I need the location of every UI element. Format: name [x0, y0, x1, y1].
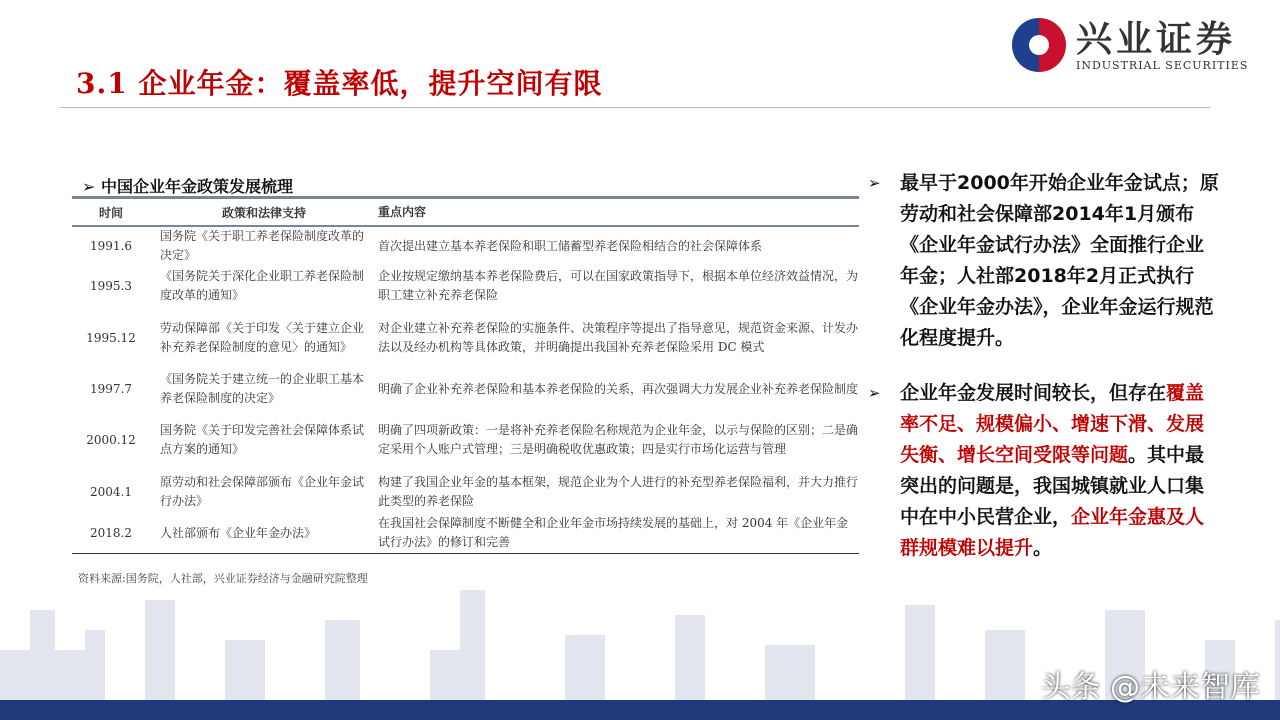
policy-cell: 原劳动和社会保障部颁布《企业年金试行办法》 — [160, 475, 365, 508]
time-cell: 1991.6 — [90, 239, 132, 253]
bullet-text-part: 。其中最突出的问题是，我国城镇就业人口集中在中小民营企业， — [900, 444, 1205, 528]
table-title-text: 中国企业年金政策发展梳理 — [100, 177, 293, 196]
divider — [60, 107, 1210, 108]
bullet-item — [868, 168, 1220, 354]
policy-cell: 人社部颁布《企业年金办法》 — [160, 525, 317, 540]
table-title — [82, 174, 293, 197]
bullet-item — [868, 378, 1220, 564]
bullet-text — [900, 168, 1220, 354]
source-note: 资料来源:国务院，人社部，兴业证券经济与金融研究院整理 — [78, 572, 368, 585]
policy-cell: 国务院《关于职工养老保险制度改革的决定》 — [160, 229, 365, 262]
time-cell: 2004.1 — [90, 485, 132, 499]
policy-table — [72, 196, 859, 554]
col-header: 政策和法律支持 — [221, 205, 306, 220]
content-cell: 构建了我国企业年金的基本框架，规范企业为个人进行的补充型养老保险福利，并大力推行此类型的养老保险 — [378, 475, 859, 508]
company-logo — [1012, 18, 1248, 72]
policy-cell: 《国务院关于建立统一的企业职工基本养老保险制度的决定》 — [160, 372, 365, 405]
time-cell: 2000.12 — [86, 433, 136, 447]
arrow-bullet-icon: ➢ — [82, 177, 101, 196]
table-row — [72, 265, 859, 307]
content-cell: 首次提出建立基本养老保险和职工储蓄型养老保险相结合的社会保障体系 — [378, 238, 763, 253]
content-cell: 对企业建立补充养老保险的实施条件、决策程序等提出了指导意见，规范资金来源、计发办法以及经办机构等具体政策，并明确提出我国补充养老保险采用 DC 模式 — [378, 321, 859, 354]
time-cell: 2018.2 — [90, 526, 132, 540]
col-header: 时间 — [98, 205, 123, 220]
content-cell: 企业按规定缴纳基本养老保险费后，可以在国家政策指导下，根据本单位经济效益情况，为职工建立补充养老保险 — [378, 269, 859, 302]
bullet-text-part: 企业年金发展时间较长，但存在 — [900, 382, 1167, 404]
logo-mark-icon — [1012, 18, 1066, 72]
time-cell: 1995.12 — [86, 331, 136, 345]
table-header — [72, 199, 859, 227]
policy-cell: 国务院《关于印发完善社会保障体系试点方案的通知》 — [160, 423, 365, 456]
bullet-list — [868, 168, 1220, 588]
watermark: 头条 @未来智库 — [1040, 670, 1260, 705]
table-row — [72, 227, 859, 265]
bullet-text — [900, 378, 1220, 564]
policy-cell: 《国务院关于深化企业职工养老保险制度改革的通知》 — [160, 269, 365, 302]
time-cell: 1995.3 — [90, 279, 132, 293]
content-cell: 在我国社会保障制度不断健全和企业年金市场持续发展的基础上，对 2004 年《企业年金试行办法》的修订和完善 — [378, 516, 849, 549]
content-cell: 明确了四项新政策：一是将补充养老保险名称规范为企业年金，以示与保险的区别；二是确定采用个人账户式管理；三是明确税收优惠政策；四是实行市场化运营与管理 — [378, 423, 859, 456]
table-row — [72, 513, 859, 553]
highlight-text: 覆盖率不足、规模偏小、增速下滑、发展失衡、增长空间受限等问题 — [900, 382, 1205, 466]
table-row — [72, 307, 859, 369]
bullet-text-part: 。 — [1033, 537, 1053, 559]
arrow-bullet-icon: ➢ — [868, 384, 881, 402]
time-cell: 1997.7 — [90, 382, 132, 396]
policy-cell: 劳动保障部《关于印发〈关于建立企业补充养老保险制度的意见〉的通知》 — [160, 321, 365, 354]
bullet-text-part: 最早于2000年开始企业年金试点；原劳动和社会保障部2014年1月颁布《企业年金试行办法》全面推行企业年金；人社部2018年2月正式执行《企业年金办法》，企业年金运行规范化程度提升。 — [900, 172, 1219, 349]
col-header: 重点内容 — [378, 204, 427, 219]
logo-cn: 兴业证券 — [1076, 17, 1237, 60]
table-row — [72, 471, 859, 513]
table-row — [72, 369, 859, 409]
highlight-text: 企业年金惠及人群规模难以提升 — [900, 506, 1205, 559]
page-title: 3.1 企业年金：覆盖率低，提升空间有限 — [76, 67, 603, 100]
table-row — [72, 409, 859, 471]
arrow-bullet-icon: ➢ — [868, 174, 881, 192]
content-cell: 明确了企业补充养老保险和基本养老保险的关系，再次强调大力发展企业补充养老保险制度 — [378, 381, 859, 396]
logo-en: INDUSTRIAL SECURITIES — [1076, 58, 1249, 72]
